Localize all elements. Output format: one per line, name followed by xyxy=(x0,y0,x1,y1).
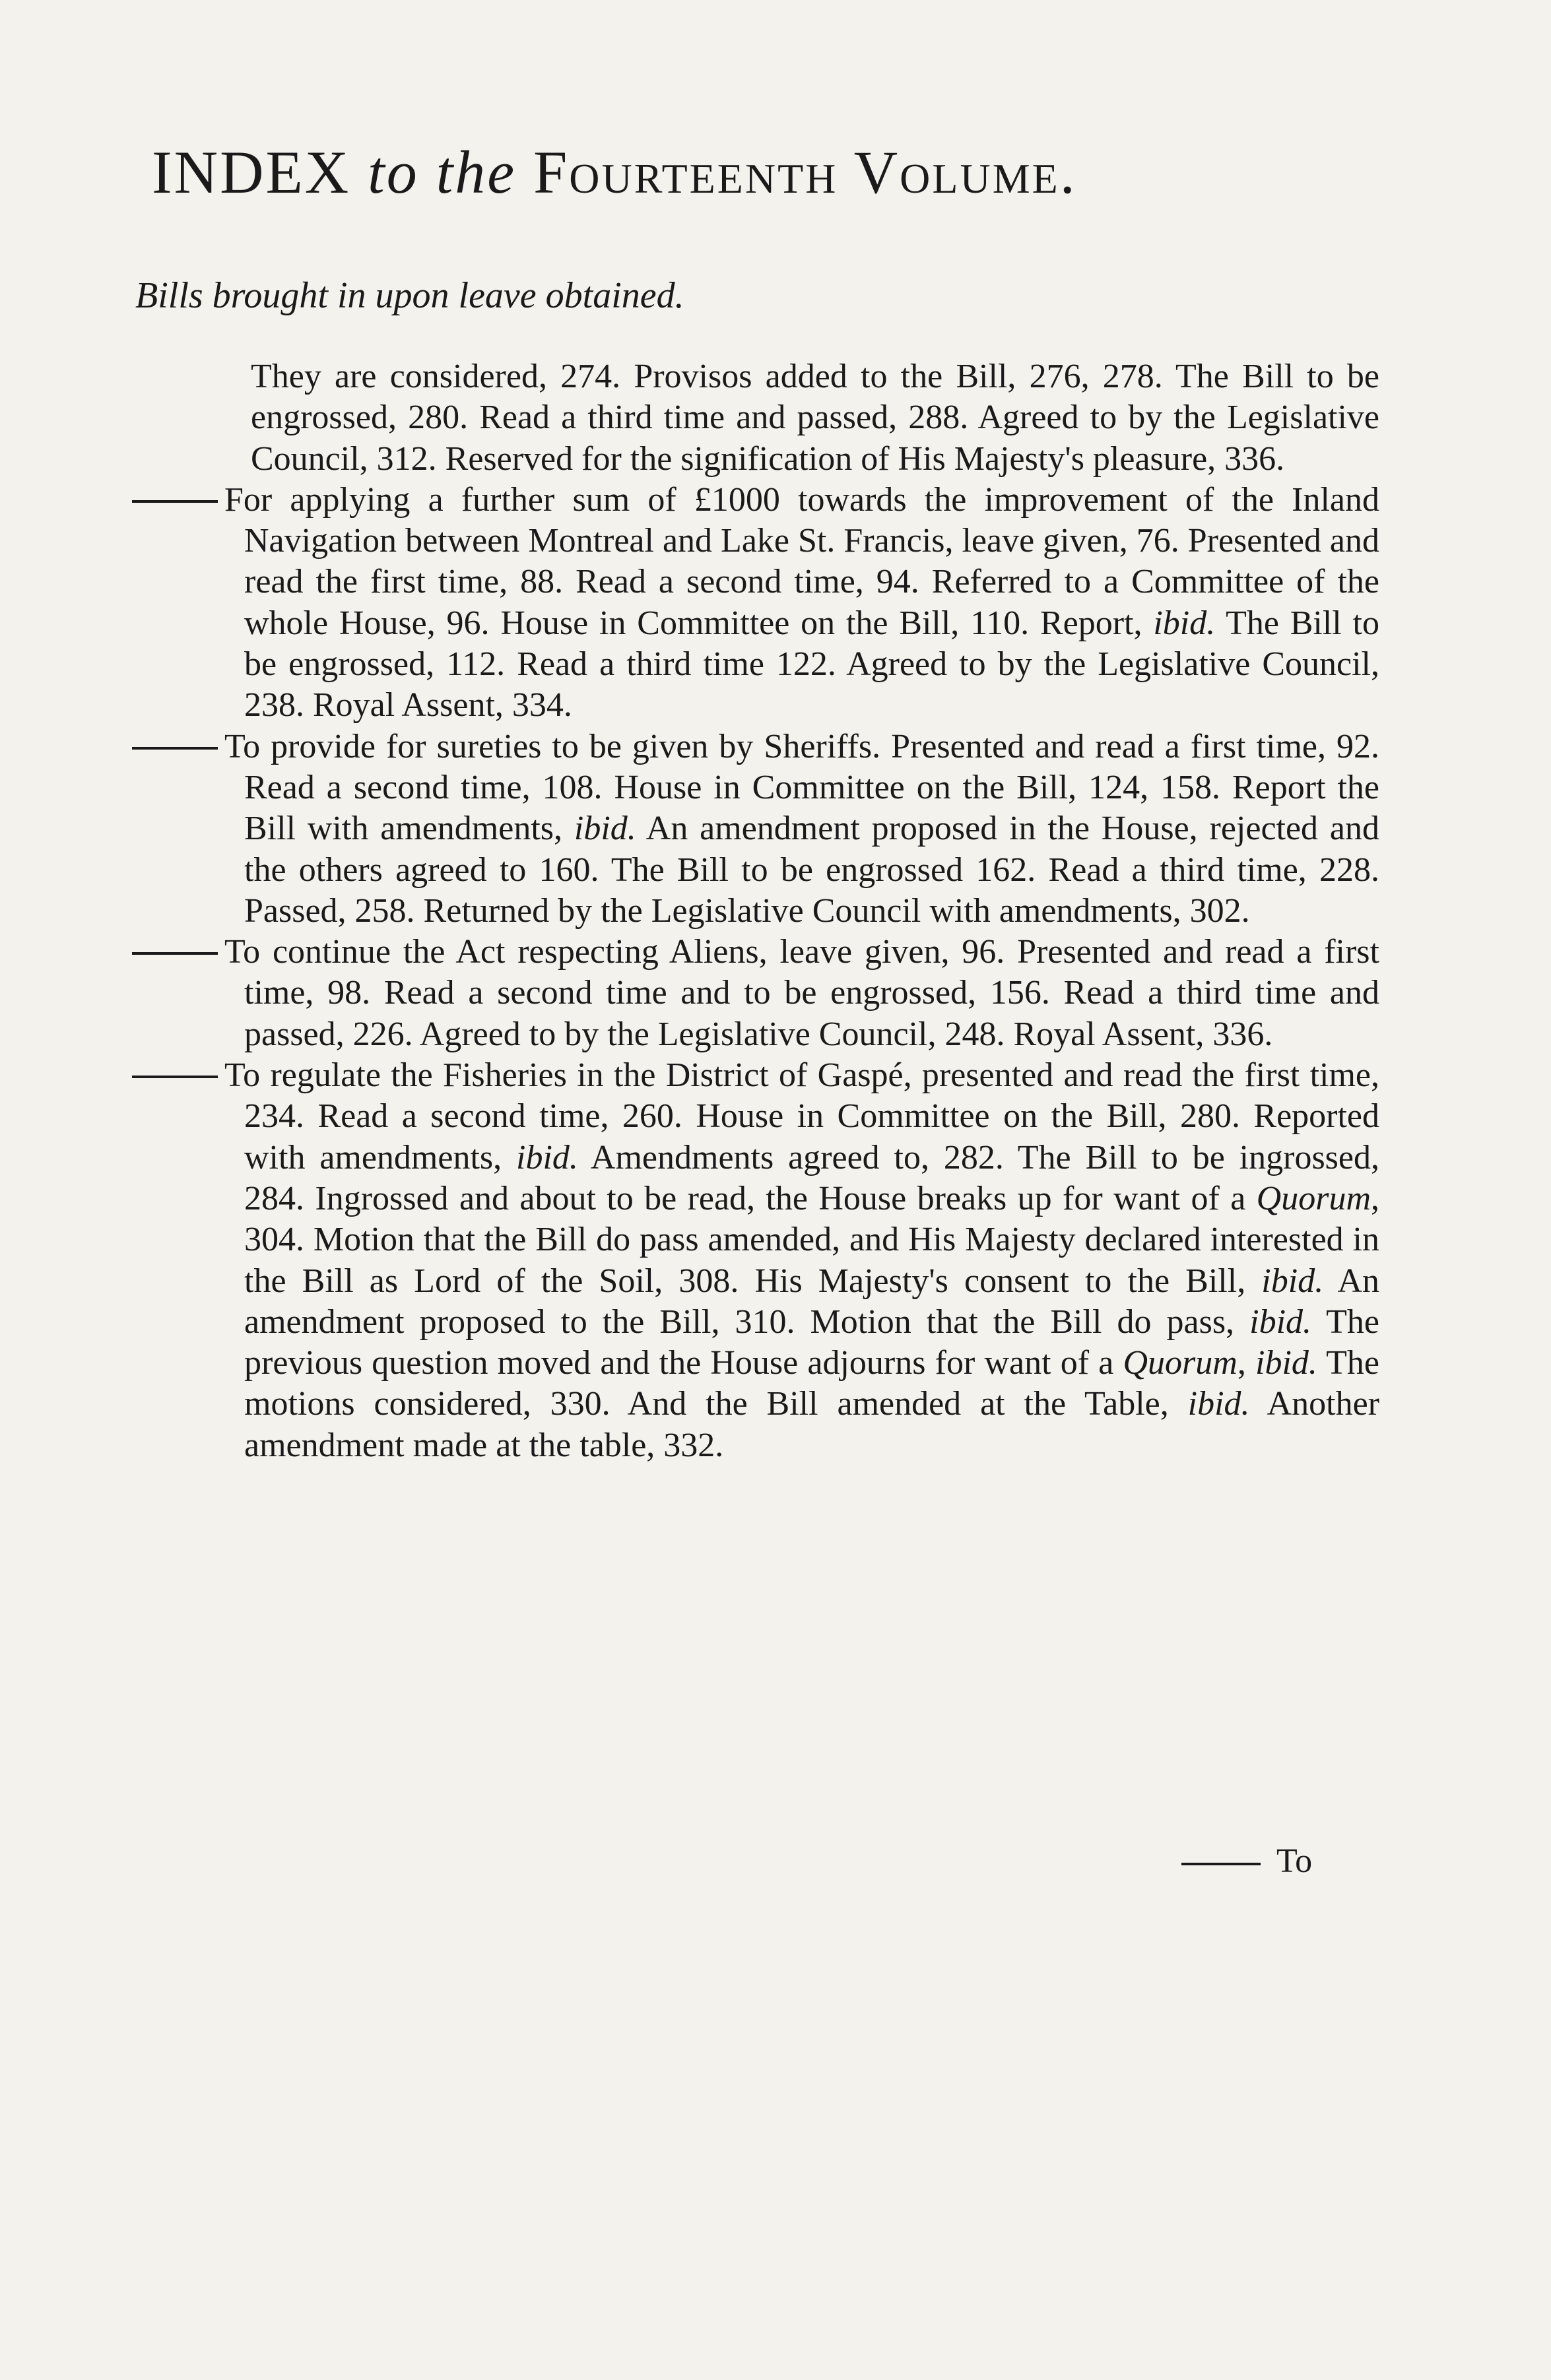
entry-dash xyxy=(132,952,218,955)
title-the: the xyxy=(436,139,517,206)
index-entry xyxy=(125,726,1379,932)
index-entry xyxy=(125,480,1379,726)
entry-dash xyxy=(132,500,218,503)
title-to: to xyxy=(368,139,419,206)
title-rest: Fourteenth Volume. xyxy=(533,139,1077,206)
running-head: Bills brought in upon leave obtained. xyxy=(135,275,684,316)
entry-text: To provide for sureties to be given by Sheriffs. Presented and read a first time, 92. Read a second time, 108. House in Committee on the Bill, 124, 158. Report the Bill with amendments, ibid. An amendment proposed in the House, rejected and the others agreed to 160. The Bill to be engrossed 162. Read a third time, 228. Passed, 258. Returned by the Legislative Council with amendments, 302. xyxy=(224,727,1379,930)
catchword xyxy=(1181,1841,1312,1882)
entry-dash xyxy=(132,747,218,750)
title-index: INDEX xyxy=(152,139,351,206)
catchword-text: To xyxy=(1276,1842,1313,1880)
page-title xyxy=(152,139,1393,206)
entry-dash xyxy=(132,1076,218,1078)
catchword-dash xyxy=(1181,1863,1261,1865)
entry-text: They are considered, 274. Provisos added to the Bill, 276, 278. The Bill to be engrossed, 280. Read a third time and passed, 288. Agreed to by the Legislative Council, 312. Reserved for the signification of His Majesty's pleasure, 336. xyxy=(251,358,1379,478)
entry-text: For applying a further sum of £1000 towards the improvement of the Inland Navigation between Montreal and Lake St. Francis, leave given, 76. Presented and read the first time, 88. Read a second time, 94. Referred to a Committee of the whole House, 96. House in Committee on the Bill, 110. Report, ibid. The Bill to be engrossed, 112. Read a third time 122. Agreed to by the Legislative Council, 238. Royal Assent, 334. xyxy=(224,480,1379,724)
index-entry xyxy=(125,356,1379,480)
entry-text: To continue the Act respecting Aliens, leave given, 96. Presented and read a first time, 98. Read a second time and to be engrossed, 156. Read a third time and passed, 226. Agreed to by the Legislative Council, 248. Royal Assent, 336. xyxy=(224,933,1379,1053)
entry-text: To regulate the Fisheries in the District of Gaspé, presented and read the first time, 234. Read a second time, 260. House in Committee on the Bill, 280. Reported with amendments, ibid. Amendments agreed to, 282. The Bill to be ingrossed, 284. Ingrossed and about to be read, the House breaks up for want of a Quorum, 304. Motion that the Bill do pass amended, and His Majesty declared interested in the Bill as Lord of the Soil, 308. His Majesty's consent to the Bill, ibid. An amendment proposed to the Bill, 310. Motion that the Bill do pass, ibid. The previous question moved and the House adjourns for want of a Quorum, ibid. The motions considered, 330. And the Bill amended at the Table, ibid. Another amendment made at the table, 332. xyxy=(224,1056,1380,1464)
index-entries xyxy=(125,356,1379,1466)
index-entry xyxy=(125,932,1379,1055)
index-entry xyxy=(125,1055,1379,1466)
